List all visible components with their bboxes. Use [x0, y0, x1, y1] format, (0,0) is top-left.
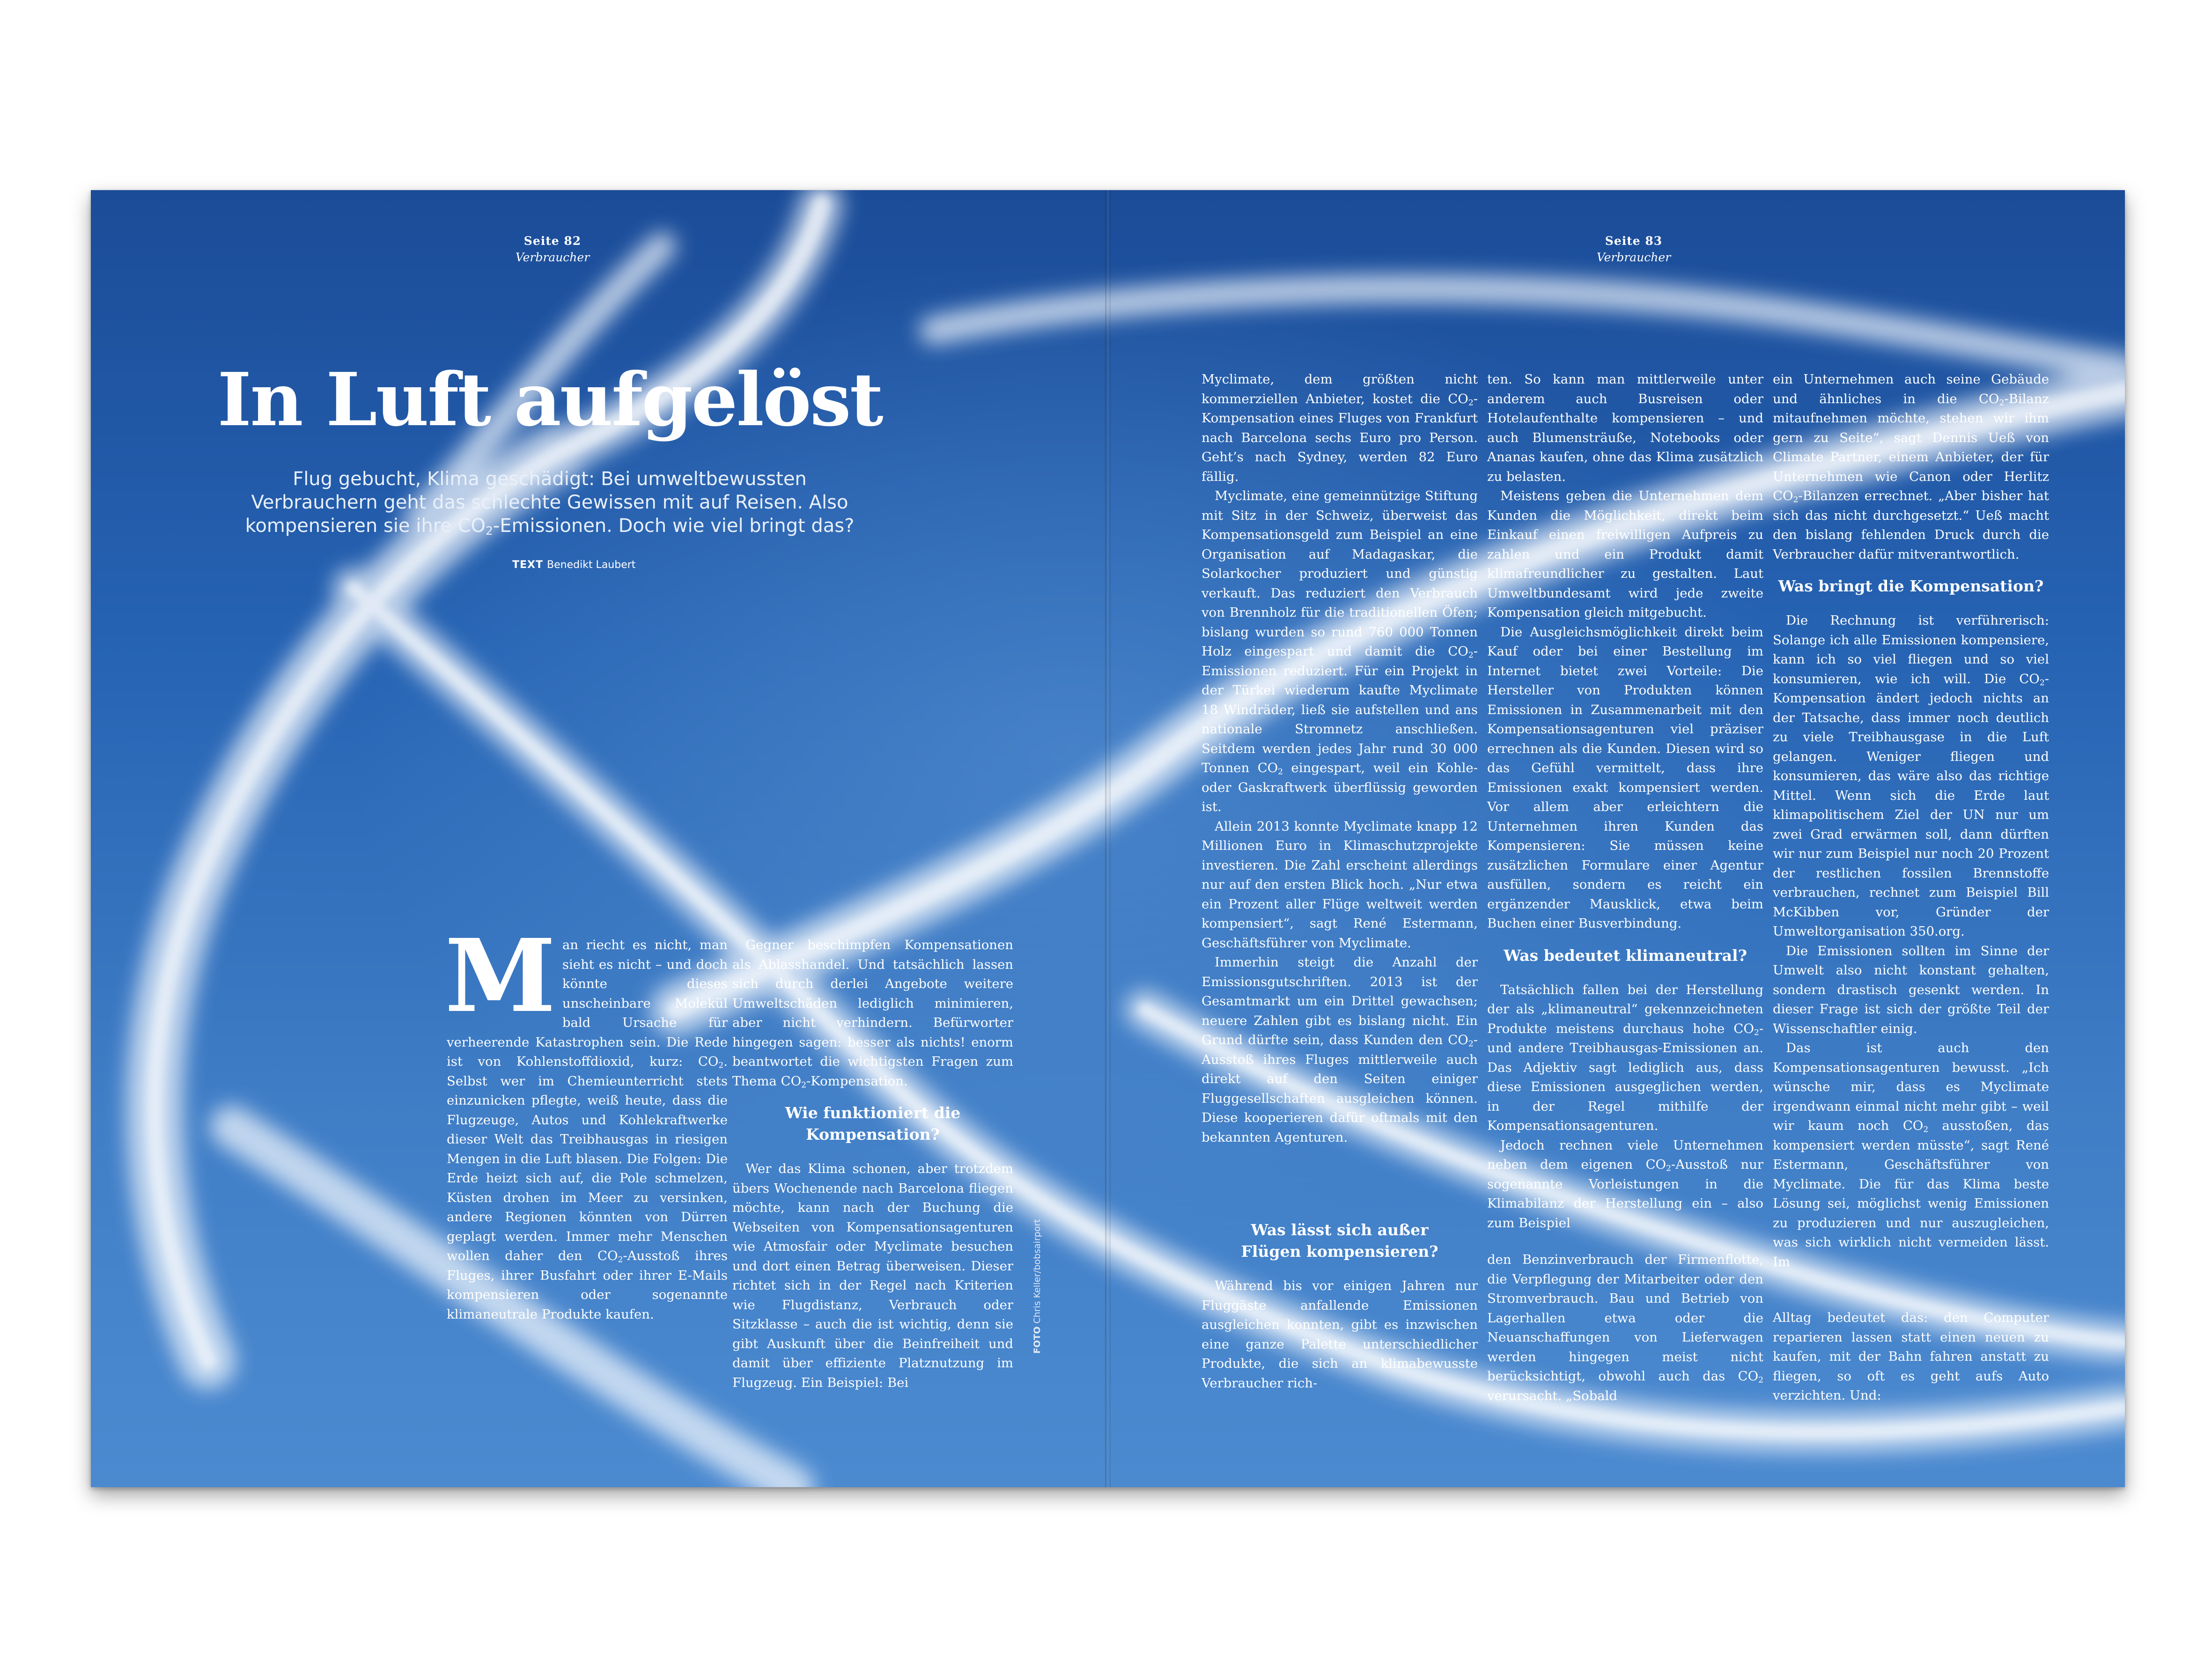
- magazine-spread: [91, 190, 2125, 1487]
- article-paragraph: Myclimate, dem größten nicht kommerziellen Anbieter, kostet die $CO_2$-Kompensation eines Fluges von Frankfurt nach Barcelona sechs Euro pro Person. Geht’s nach Sydney, werden 82 Euro fällig.: [1202, 372, 1478, 484]
- article-title: In Luft aufgelöst: [217, 357, 882, 442]
- section-heading: Was bringt die Kompensation?: [1778, 577, 2044, 595]
- article-paragraph: Während bis vor einigen Jahren nur Fluggäste anfallende Emissionen ausgleichen konnten, gibt es inzwischen eine ganze Palette unterschiedlicher Produkte, die sich an klimabewusste Verbraucher rich-: [1202, 1278, 1478, 1391]
- section-heading: Was lässt sich außer Flügen kompensieren?: [1241, 1221, 1438, 1261]
- article-paragraph: ten. So kann man mittlerweile unter anderem auch Busreisen oder Hotelaufenthalte kompensieren – und auch Blumensträuße, Notebooks oder Ananas kaufen, ohne das Klima zusätzlich zu belasten.: [1487, 372, 1763, 484]
- article-lead: Flug gebucht, Klima geschädigt: Bei umweltbewussten Verbrauchern geht das schlechte Gewissen mit auf Reisen. Also kompensieren sie ihre $CO_2$-Emissionen. Doch wie viel bringt das?: [245, 468, 855, 538]
- article-column-2: [732, 936, 1013, 1393]
- page-header-right: [1540, 234, 1727, 264]
- article-paragraph: Wer das Klima schonen, aber trotzdem übers Wochenende nach Barcelona fliegen möchte, kann nach der Buchung die Webseiten von Kompensationsagenturen wie Atmosfair oder Myclimate besuchen und dort einen Betrag überweisen. Dieser richtet sich in der Regel nach Kriterien wie Flugdistanz, Verbrauch oder Sitzklasse – auch die ist wichtig, denn sie gibt Auskunft über die Beinfreiheit und damit über effiziente Platznutzung im Flugzeug. Ein Beispiel: Bei: [732, 1161, 1013, 1390]
- article-paragraph: Die Rechnung ist verführerisch: Solange ich alle Emissionen kompensiere, kann ich so viel fliegen und so viel konsumieren, wie ich will. Die $CO_2$-Kompensation ändert jedoch nichts an der Tatsache, dass immer noch deutlich zu viele Treibhausgase in die Luft gelangen. Weniger fliegen und konsumieren, das wäre also das richtige Mittel. Wenn sich die Erde laut klimapolitischem Ziel der UN nur um zwei Grad erwärmen soll, dann dürften wir nur zum Beispiel nur noch 20 Prozent der restlichen fossilen Brennstoffe verbrauchen, rechnet zum Beispiel Bill McKibben vor, Gründer der Umweltorganisation 350.org.: [1773, 613, 2049, 939]
- article-paragraph: Jedoch rechnen viele Unternehmen neben dem eigenen $CO_2$-Ausstoß nur sogenannte Vorleistungen in die Klimabilanz der Herstellung ein – also zum Beispiel: [1487, 1137, 1763, 1231]
- article-paragraph: Allein 2013 konnte Myclimate knapp 12 Millionen Euro in Klimaschutzprojekte investieren. Die Zahl erscheint allerdings nur auf den ersten Blick hoch. „Nur etwa ein Prozent aller Flüge weltweit werden kompensiert“, sagt René Estermann, Geschäftsführer von Myclimate.: [1202, 818, 1478, 951]
- article-paragraph: Immerhin steigt die Anzahl der Emissionsgutschriften. 2013 ist der Gesamtmarkt um ein Drittel gewachsen; neuere Zahlen gibt es bislang nicht. Ein Grund dürfte sein, dass Kunden den $CO_2$-Ausstoß ihres Fluges mittlerweile auch direkt auf den Seiten einiger Fluggesellschaften ausgleichen können. Diese kooperieren dafür oftmals mit den bekannten Agenturen.: [1202, 955, 1478, 1145]
- article-paragraph: Myclimate, eine gemeinnützige Stiftung mit Sitz in der Schweiz, überweist das Kompensationsgeld zum Beispiel an eine Organisation auf Madagaskar, die Solarkocher produziert und günstig verkauft. Das reduziert den Verbrauch von Brennholz für die traditionellen Öfen; bislang wurden so rund 760 000 Tonnen Holz eingespart und damit die $CO_2$-Emissionen reduziert. Für ein Projekt in der Türkei wiederum kaufte Myclimate 18 Windräder, ließ sie aufstellen und ans nationale Stromnetz anschließen. Seitdem werden jedes Jahr rund 30 000 Tonnen $CO_2$ eingespart, weil ein Kohle- oder Gaskraftwerk überflüssig geworden ist.: [1202, 488, 1478, 814]
- page-number: Seite 82: [524, 234, 582, 248]
- section-label: Verbraucher: [1596, 251, 1671, 264]
- article-paragraph: Die Ausgleichsmöglichkeit direkt beim Kauf oder bei einer Bestellung im Internet bietet zwei Vorteile: Die Hersteller von Produkten können Emissionen in Zusammenarbeit mit den Kompensationsagenturen viel präziser errechnen als die Kunden. Diesen wird so das Gefühl vermittelt, dass ihre Emissionen exakt kompensiert werden. Vor allem aber erleichtern die Unternehmen ihren Kunden das Kompensieren: Sie müssen keine zusätzlichen Formulare einer Agentur ausfüllen, sondern es reicht ein ergänzender Mausklick, etwa beim Buchen einer Busverbindung.: [1487, 624, 1763, 931]
- page-header-left: [459, 234, 646, 264]
- article-column-3: [1202, 370, 1478, 1147]
- article-column-1: [445, 917, 728, 1324]
- section-heading: Wie funktioniert die Kompensation?: [785, 1104, 961, 1143]
- byline-label: TEXT: [512, 559, 544, 571]
- photo-credit: FOTOChris Keller/bobsairport: [1032, 1219, 1042, 1354]
- article-column-4-bottom: [1487, 1250, 1763, 1406]
- section-label: Verbraucher: [515, 251, 590, 264]
- drop-cap: M: [445, 917, 556, 1035]
- article-paragraph: Die Emissionen sollten im Sinne der Umwelt also nicht konstant gehalten, sondern drastisch gesenkt werden. In dieser Frage ist sich der größte Teil der Wissenschaftler einig.: [1773, 943, 2049, 1036]
- article-column-5: [1773, 370, 2049, 1272]
- article-paragraph: Tatsächlich fallen bei der Herstellung der als „klimaneutral“ gekennzeichneten Produkte meistens durchaus hohe $CO_2-$ und andere Treibhausgas-Emissionen an. Das Adjektiv sagt lediglich aus, dass diese Emissionen ausgeglichen werden, in der Regel mithilfe der Kompensationsagenturen.: [1487, 982, 1763, 1133]
- article-column-4: [1487, 370, 1763, 1233]
- author-name: Benedikt Laubert: [547, 559, 636, 571]
- section-heading: Was bedeutet klimaneutral?: [1504, 946, 1747, 965]
- article-paragraph: Gegner beschimpfen Kompensationen als Ablasshandel. Und tatsächlich lassen sich durch derlei Angebote weitere Umweltschäden lediglich minimieren, aber nicht verhindern. Befürworter hingegen sagen: besser als nichts! enorm beantwortet die wichtigsten Fragen zum Thema $CO_2$-Kompensation.: [732, 937, 1013, 1090]
- page-number: Seite 83: [1605, 234, 1663, 248]
- article-paragraph: ein Unternehmen auch seine Gebäude und ähnliches in die $CO_2$-Bilanz mitaufnehmen möchte, stehen wir ihm gern zu Seite“, sagt Dennis Ueß von Climate Partner, einem Anbieter, der für Unternehmen wie Canon oder Herlitz $CO_2$-Bilanzen errechnet. „Aber bisher hat sich das nicht durchgesetzt.“ Ueß macht den bislang fehlenden Druck durch die Verbraucher dafür mitverantwortlich.: [1773, 372, 2049, 562]
- article-paragraph: Meistens geben die Unternehmen dem Kunden die Möglichkeit, direkt beim Einkauf einen freiwilligen Aufpreis zu zahlen und ein Produkt damit klimafreundlicher zu gestalten. Laut Umweltbundesamt wird jede zweite Kompensation gleich mitgebucht.: [1487, 488, 1763, 620]
- article-paragraph: Das ist auch den Kompensationsagenturen bewusst. „Ich wünsche mir, dass es Myclimate irgendwann einmal nicht mehr gibt – weil wir kaum noch $CO_2$ ausstoßen, das kompensiert werden müsste“, sagt René Estermann, Geschäftsführer von Myclimate. Die für das Klima beste Lösung sei, möglichst wenig Emissionen zu produzieren und nur auszugleichen, was sich wirklich nicht vermeiden lässt. Im: [1773, 1040, 2049, 1269]
- article-paragraph: Man riecht es nicht, man sieht es nicht – und doch könnte dieses unscheinbare Molekül bald Ursache für verheerende Katastrophen sein. Die Rede ist von Kohlenstoffdioxid, kurz: $CO_2$. Selbst wer im Chemieunterricht stets einzunicken pflegte, weiß heute, dass die Flugzeuge, Autos und Kohlekraftwerke dieser Welt das Treibhausgas in riesigen Mengen in die Luft blasen. Die Folgen: Die Erde heizt sich auf, die Pole schmelzen, Küsten drohen im Meer zu versinken, andere Regionen könnten von Dürren geplagt werden. Immer mehr Menschen wollen daher den $CO_2$-Ausstoß ihres Fluges, ihrer Busfahrt oder ihrer E-Mails kompensieren oder sogenannte klimaneutrale Produkte kaufen.: [445, 917, 728, 1322]
- article-column-3-bottom: [1202, 1219, 1478, 1393]
- byline: [512, 559, 728, 571]
- article-column-5-bottom: [1773, 1308, 2049, 1406]
- page-gutter: [1105, 190, 1111, 1487]
- article-paragraph: Alltag bedeutet das: den Computer reparieren lassen statt einen neuen zu kaufen, mit der Bahn fahren anstatt zu fliegen, so oft es geht aufs Auto verzichten. Und:: [1773, 1310, 2049, 1403]
- article-paragraph: den Benzinverbrauch der Firmenflotte, die Verpflegung der Mitarbeiter oder den Stromverbrauch. Bau und Betrieb von Lagerhallen etwa oder die Neuanschaffungen von Lieferwagen werden hingegen meist nicht berücksichtigt, obwohl auch das $CO_2$ verursacht. „Sobald: [1487, 1252, 1763, 1403]
